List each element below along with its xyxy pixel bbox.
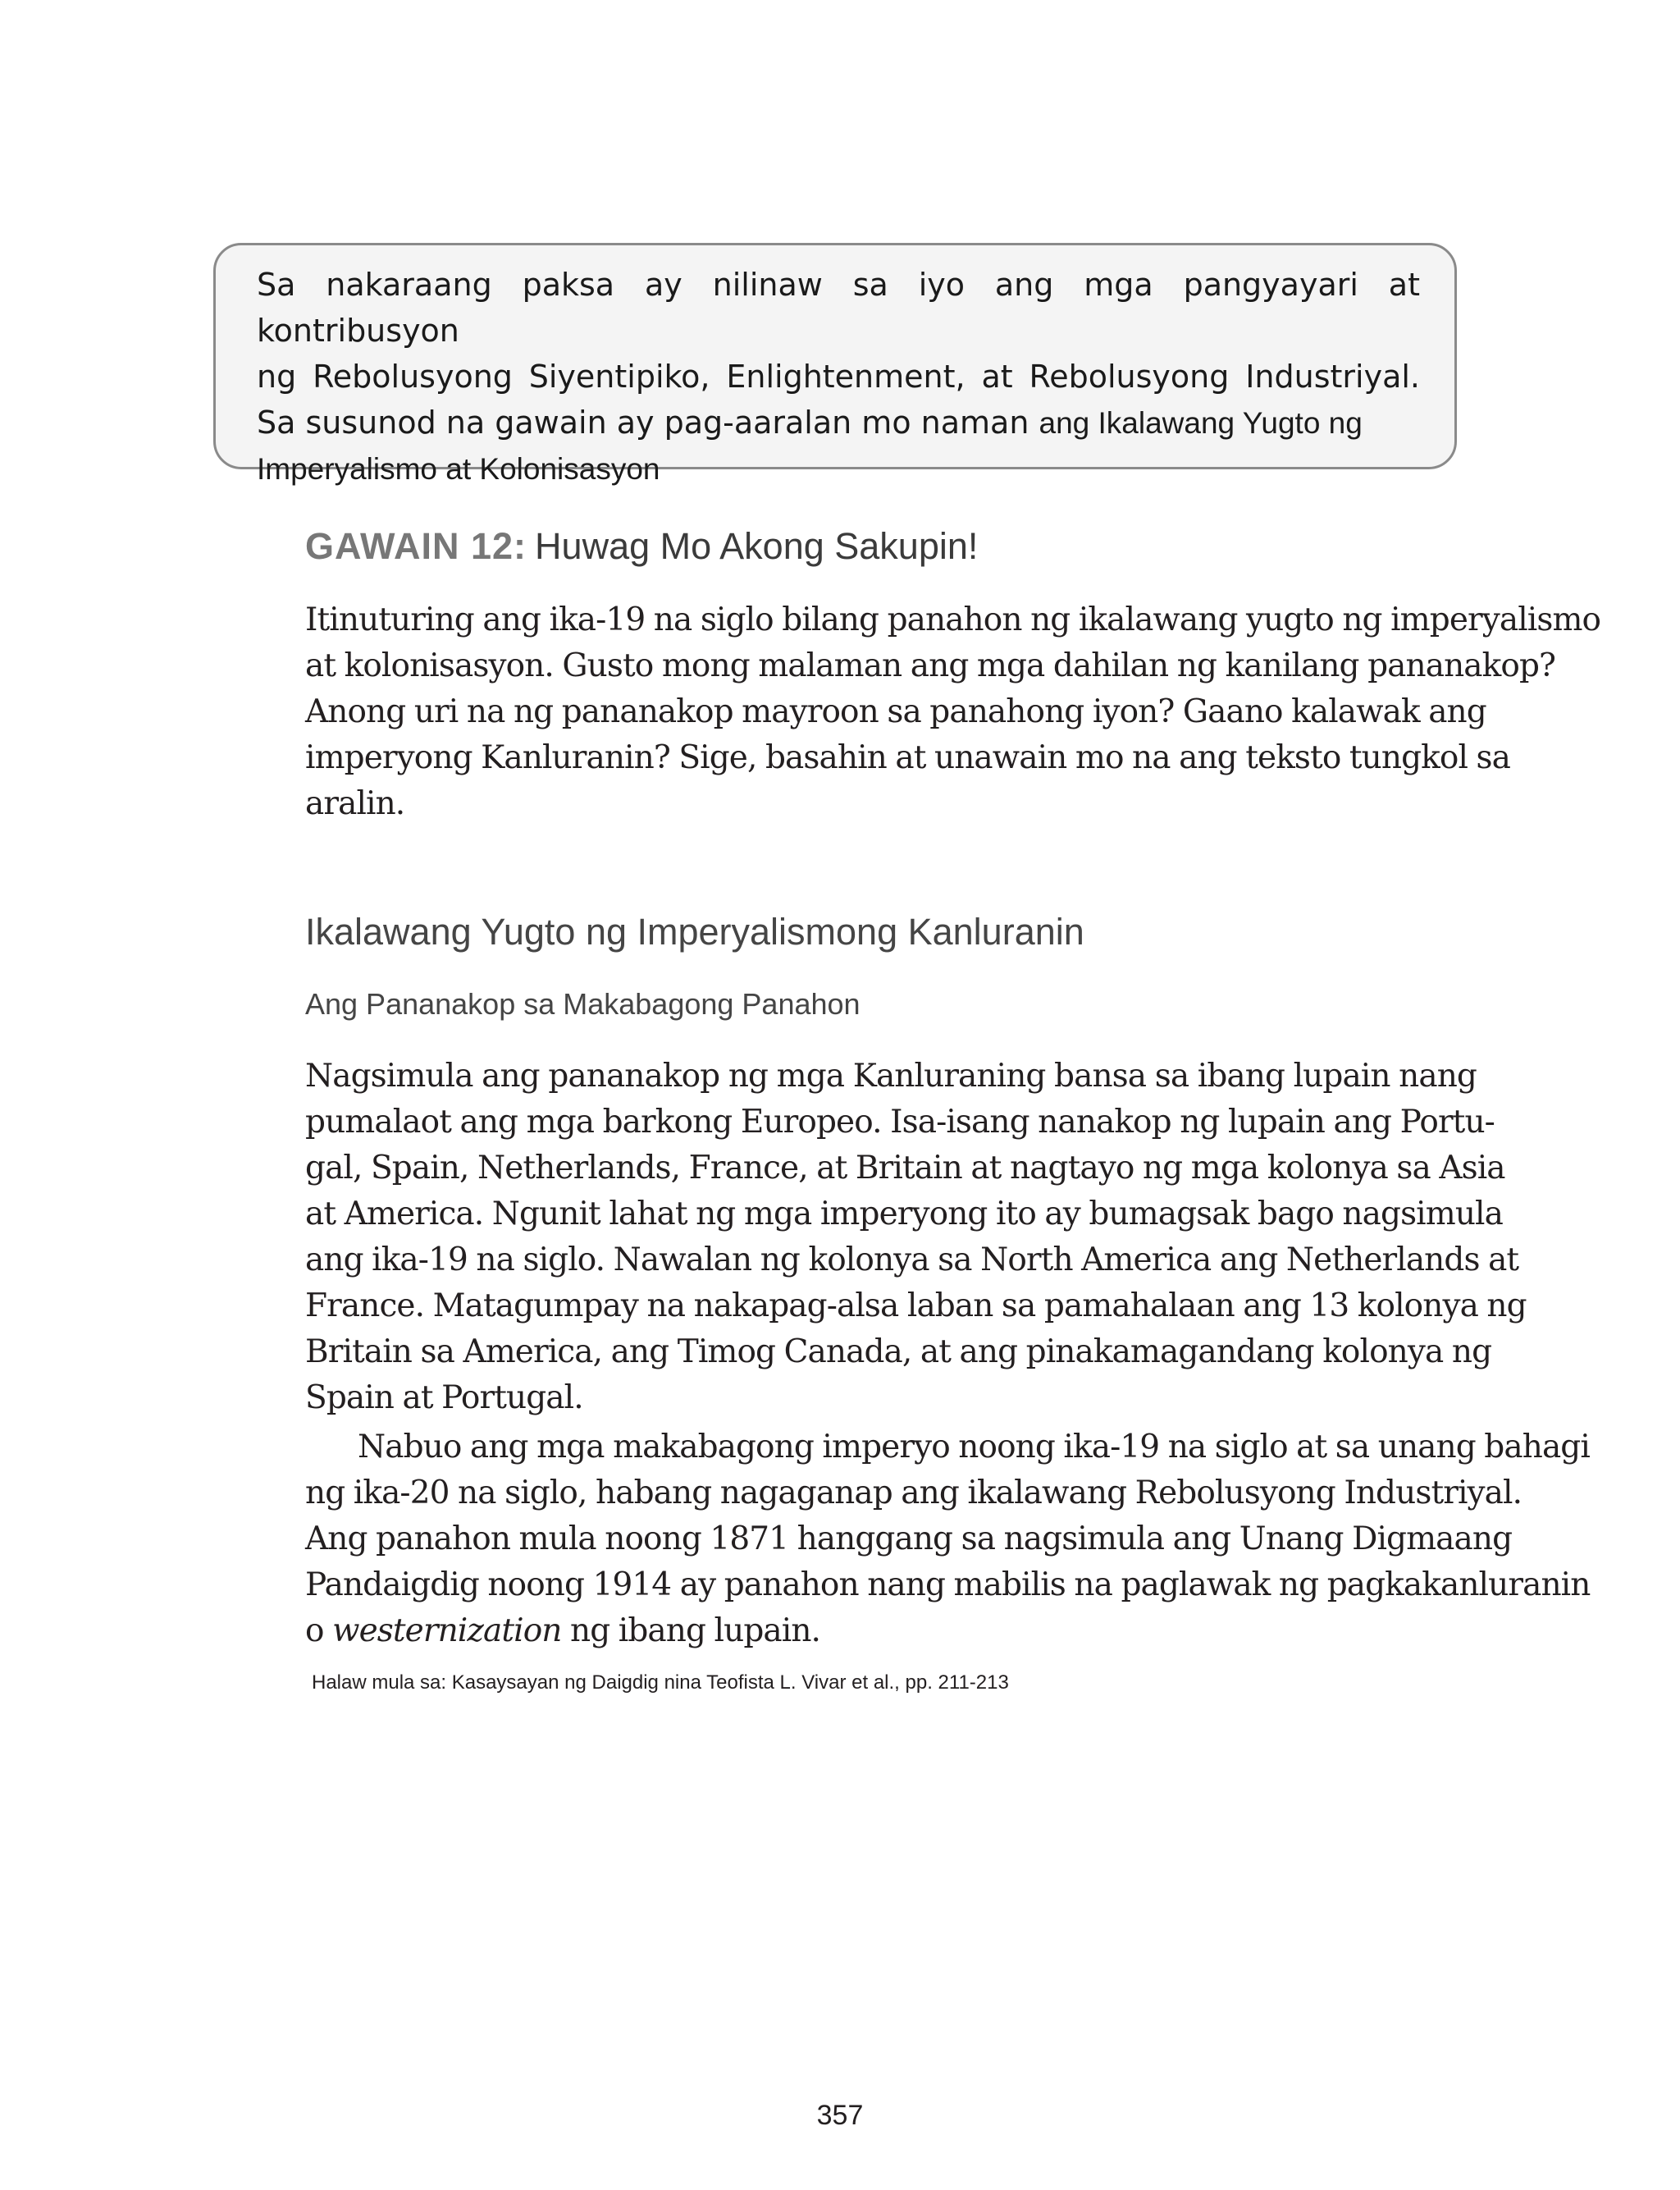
section-p2-last-end: ng ibang lupain. bbox=[570, 1612, 821, 1649]
activity-line-2: at kolonisasyon. Gusto mong malaman ang mga dahilan ng kanilang pananakop? bbox=[305, 647, 1556, 684]
subsection-heading: Ang Pananakop sa Makabagong Panahon bbox=[305, 987, 861, 1021]
activity-line-4: imperyong Kanluranin? Sige, basahin at unawain mo na ang teksto tungkol sa bbox=[305, 739, 1511, 776]
activity-line-5: aralin. bbox=[305, 785, 405, 822]
section-p1-line-6: France. Matagumpay na nakapag-alsa laban sa pamahalaan ang 13 kolonya ng bbox=[305, 1287, 1527, 1324]
section-p1-line-2: pumalaot ang mga barkong Europeo. Isa-isang nanakop ng lupain ang Portu- bbox=[305, 1104, 1495, 1141]
section-p1-line-7: Britain sa America, ang Timog Canada, at ang pinakamagandang kolonya ng bbox=[305, 1333, 1492, 1370]
section-p1-line-3: gal, Spain, Netherlands, France, at Britain at nagtayo ng mga kolonya sa Asia bbox=[305, 1150, 1505, 1186]
section-p2-line-2: ng ika-20 na siglo, habang nagaganap ang ikalawang Rebolusyong Industriyal. bbox=[305, 1474, 1522, 1511]
intro-line-4: Imperyalismo at Kolonisasyon bbox=[257, 452, 660, 486]
intro-line-2: ng Rebolusyong Siyentipiko, Enlightenment, at Rebolusyong Industriyal. bbox=[257, 359, 1420, 395]
section-paragraph-1 bbox=[305, 1054, 1527, 1421]
section-p1-line-5: ang ika-19 na siglo. Nawalan ng kolonya sa North America ang Netherlands at bbox=[305, 1241, 1519, 1278]
activity-line-3: Anong uri na ng pananakop mayroon sa panahong iyon? Gaano kalawak ang bbox=[305, 693, 1486, 730]
page-number: 357 bbox=[816, 2100, 864, 2131]
section-heading: Ikalawang Yugto ng Imperyalismong Kanluranin bbox=[305, 911, 1084, 953]
activity-number: GAWAIN 12: bbox=[305, 525, 527, 567]
source-citation: Halaw mula sa: Kasaysayan ng Daigdig nina Teofista L. Vivar et al., pp. 211-213 bbox=[312, 1671, 1009, 1694]
westernization-term: westernization bbox=[332, 1612, 562, 1649]
intro-line-3-end: ang Ikalawang Yugto ng bbox=[1039, 406, 1363, 440]
section-p2-line-5 bbox=[305, 1608, 1477, 1654]
section-p2-line-3: Ang panahon mula noong 1871 hanggang sa nagsimula ang Unang Digmaang bbox=[305, 1520, 1513, 1557]
intro-line-1: Sa nakaraang paksa ay nilinaw sa iyo ang mga pangyayari at kontribusyon bbox=[257, 267, 1420, 349]
section-p1-line-4: at America. Ngunit lahat ng mga imperyong ito ay bumagsak bago nagsimula bbox=[305, 1196, 1503, 1232]
activity-heading bbox=[305, 522, 978, 571]
section-p2-last-start: o bbox=[305, 1612, 324, 1649]
section-p2-line-1: Nabuo ang mga makabagong imperyo noong ika-19 na siglo at sa unang bahagi bbox=[358, 1429, 1590, 1465]
section-p1-line-1: Nagsimula ang pananakop ng mga Kanluraning bansa sa ibang lupain nang bbox=[305, 1058, 1477, 1095]
activity-paragraph bbox=[305, 597, 1601, 827]
intro-callout-box bbox=[213, 243, 1457, 486]
section-paragraph-2 bbox=[305, 1424, 1591, 1654]
intro-line-3 bbox=[257, 400, 1420, 446]
intro-line-3-start: Sa susunod na gawain ay pag-aaralan mo naman bbox=[257, 405, 1029, 441]
activity-line-1: Itinuturing ang ika-19 na siglo bilang panahon ng ikalawang yugto ng imperyalismo bbox=[305, 601, 1601, 638]
activity-title: Huwag Mo Akong Sakupin! bbox=[535, 525, 979, 567]
section-p1-line-8: Spain at Portugal. bbox=[305, 1379, 583, 1416]
section-p2-line-4: Pandaigdig noong 1914 ay panahon nang mabilis na paglawak ng pagkakanluranin bbox=[305, 1566, 1591, 1603]
